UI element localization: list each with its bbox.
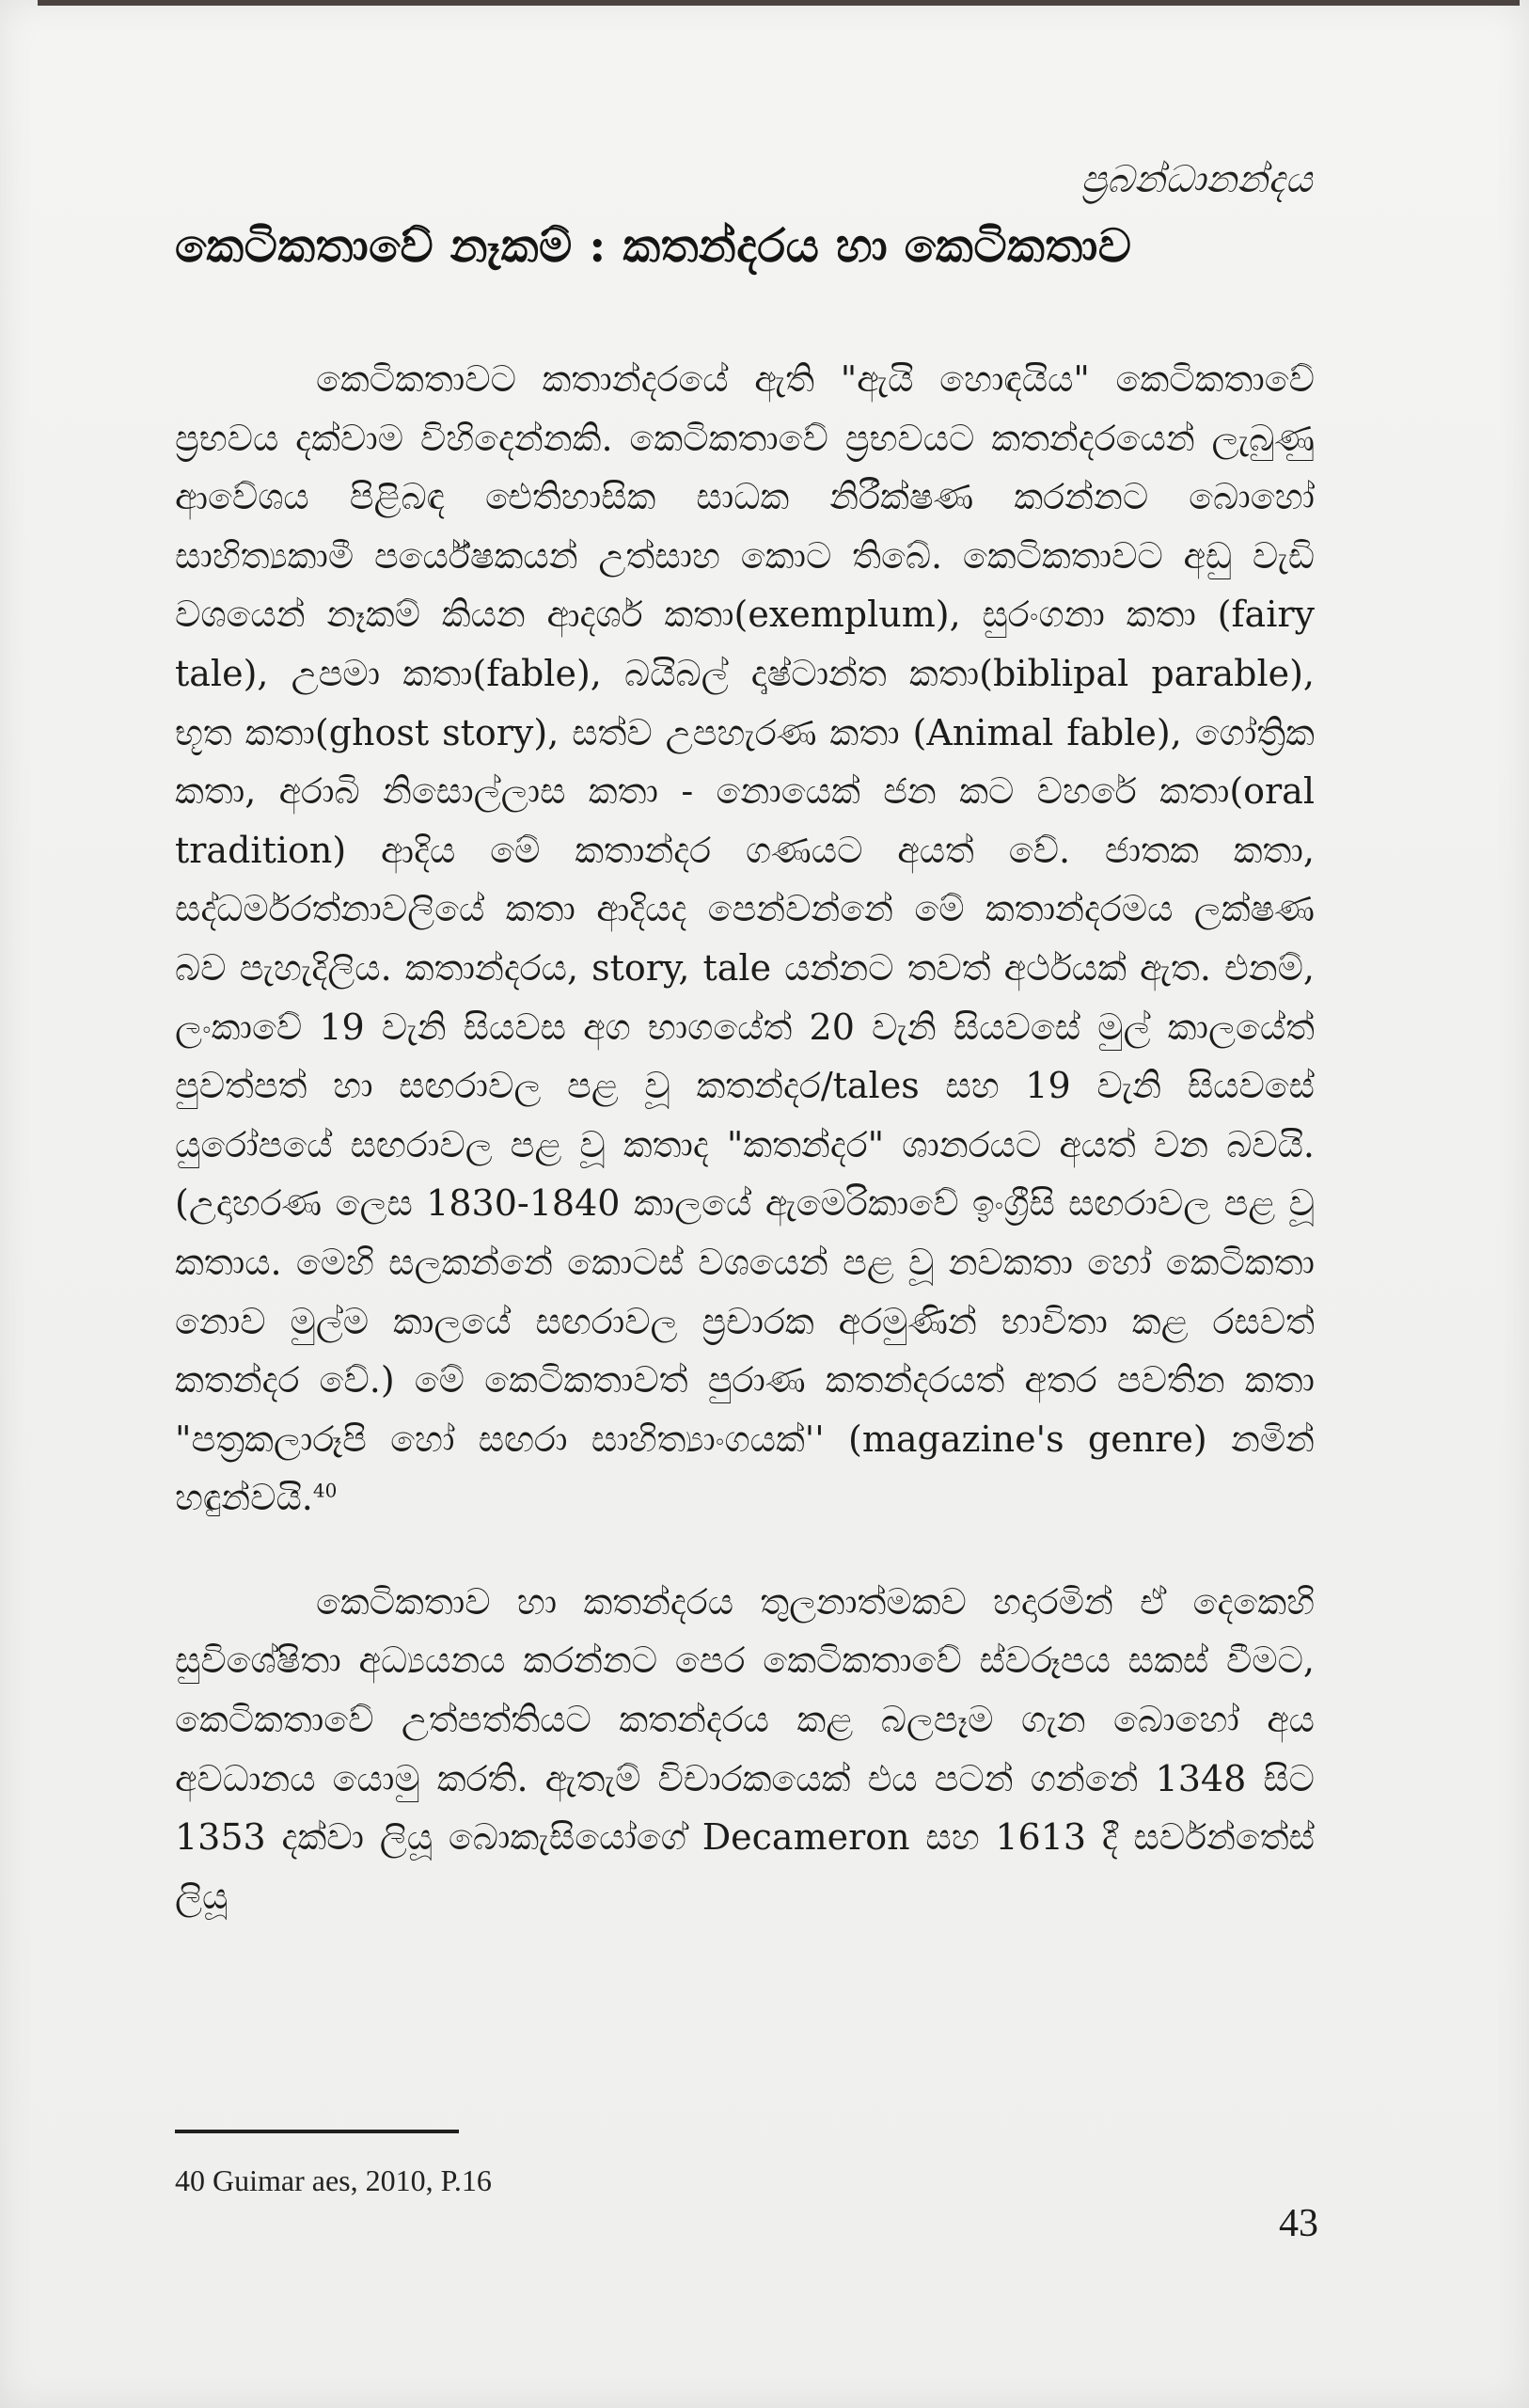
- page-number: 43: [1279, 2202, 1318, 2245]
- footnote-divider: [175, 2130, 459, 2133]
- chapter-title: කෙටිකතාවේ නෑකම් : කතන්දරය හා කෙටිකතාව: [175, 218, 1132, 273]
- page-top-edge: [38, 0, 1520, 6]
- running-header: ප්‍රබන්ධානන්දය: [1080, 158, 1313, 201]
- paragraph-2-text: කෙටිකතාව හා කතන්දරය තුලනාත්මකව හදාරමින් ඒ දෙකෙහි සුවිශේෂිතා අධ්‍යයනය කරන්නට පෙර කෙටිකතාවේ ස්වරූපය සකස් වීමට, කෙටිකතාවේ උත්පත්තියට කතන්දරය කළ බලපෑම ගැන බොහෝ අය අවධානය යොමු කරති. ඇතැම් විචාරකයෙක් එය පටන් ගන්නේ 1348 සිට 1353 දක්වා ලියූ බොකැසියෝගේ Decameron සහ 1613 දී සර්වන්තේස් ලියූ: [175, 1580, 1315, 1917]
- body-text: [175, 350, 1315, 1925]
- paragraph-1: [175, 350, 1315, 1528]
- paragraph-1-text: කෙටිකතාවට කතාන්දරයේ ඇති "ඇයි හොඳයිය" කෙටිකතාවේ ප්‍රභවය දක්වාම විහිදෙන්නකි. කෙටිකතාවේ ප්‍රභවයට කතන්දරයෙන් ලැබුණු ආවේශය පිළිබඳ ඓතිහාසික සාධක නිරීක්ෂණ කරන්නට බොහෝ සාහිත්‍යකාමී පර්යේෂකයන් උත්සාහ කොට තිබේ. කෙටිකතාවට අඩු වැඩි වශයෙන් නෑකම් කියන ආදර්ශ කතා(exemplum), සුරංගනා කතා (fairy tale), උපමා කතා(fable), බයිබල් දෘෂ්ටාන්ත කතා(biblipal parable), භූත කතා(ghost story), සත්ව උපහැරණ කතා (Animal fable), ගෝත්‍රික කතා, අරාබි නිසොල්ලාස කතා - නොයෙක් ජන කට වහරේ කතා(oral tradition) ආදිය මේ කතාන්දර ගණයට අයත් වේ. ජාතක කතා, සද්ධර්මරත්නාවලියේ කතා ආදියද පෙන්වන්නේ මේ කතාන්දරමය ලක්ෂණ බව පැහැදිලිය. කතාන්දරය, story, tale යන්නට තවත් අර්ථයක් ඇත. එනම්, ලංකාවේ 19 වැනි සියවස අග භාගයේත් 20 වැනි සියවසේ මුල් කාලයේත් පුවත්පත් හා සඟරාවල පළ වූ කතන්දර/tales සහ 19 වැනි සියවසේ යුරෝපයේ සඟරාවල පළ වූ කතාද "කතන්දර" ශානරයට අයත් වන බවයි. (උදාහරණ ලෙස 1830-1840 කාලයේ ඇමෙරිකාවේ ඉංග්‍රීසි සඟරාවල පළ වූ කතාය. මෙහි සලකන්නේ කොටස් වශයෙන් පළ වූ නවකතා හෝ කෙටිකතා නොව මුල්ම කාලයේ සඟරාවල ප්‍රචාරක අරමුණින් භාවිතා කළ රසවත් කතන්දර වේ.) මේ කෙටිකතාවත් පුරාණ කතන්දරයත් අතර පවතින කතා "පත්‍රකලාරූපි හෝ සඟරා සාහිත්‍යාංගයක්'' (magazine's genre) නමින් හඳුන්වයි.: [175, 358, 1315, 1519]
- footnote-reference: 40: [312, 1479, 338, 1502]
- paragraph-2: [175, 1573, 1315, 1926]
- footnote: 40 Guimar aes, 2010, P.16: [175, 2163, 492, 2197]
